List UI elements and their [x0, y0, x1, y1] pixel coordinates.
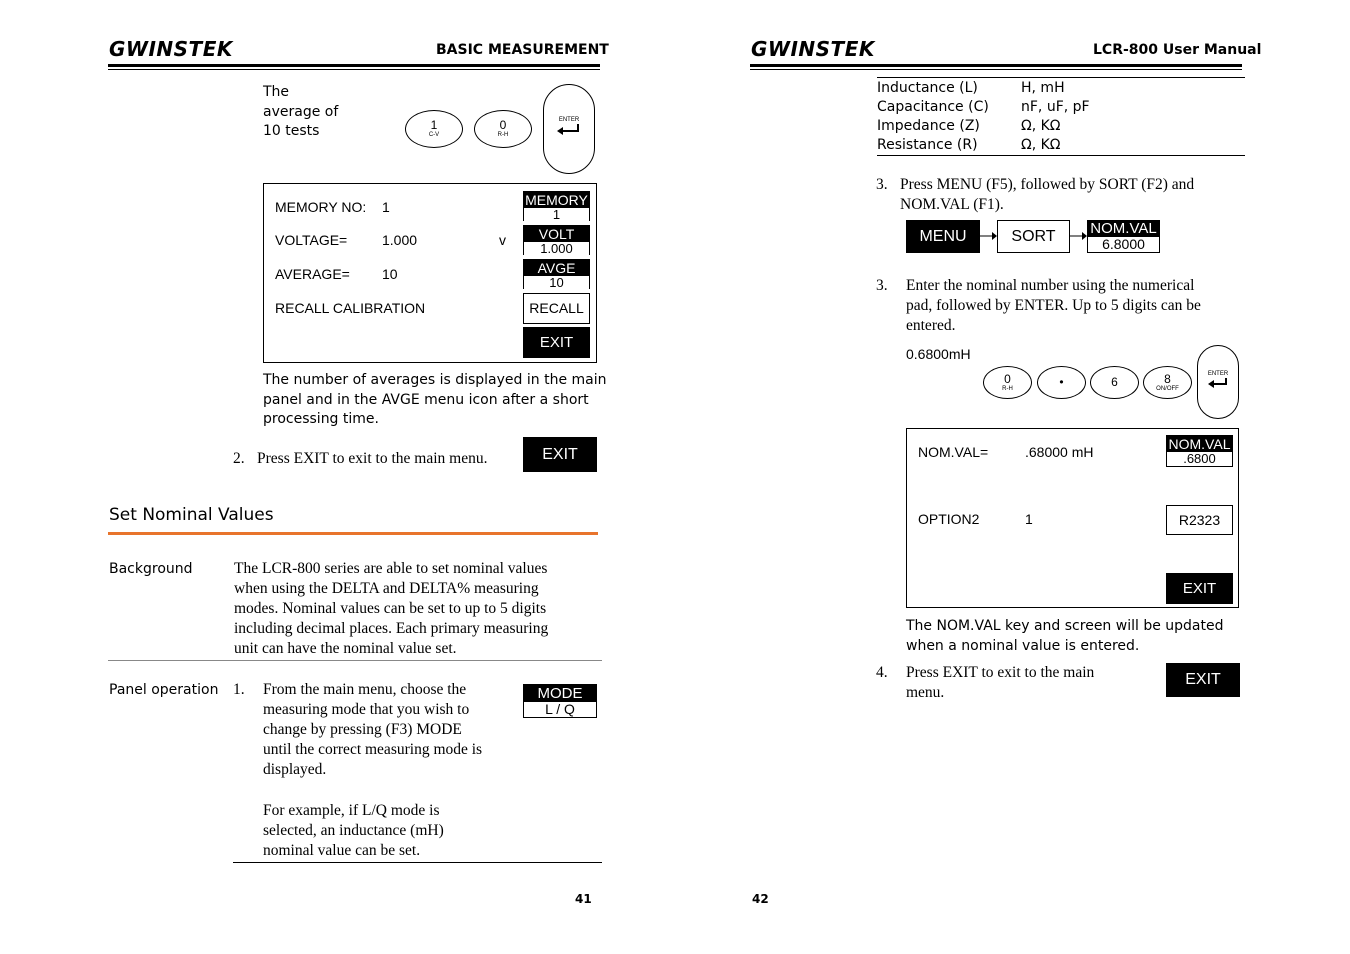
- step-3a-number: 3.: [876, 176, 888, 193]
- instrument-screen: [263, 183, 597, 363]
- average-note: The number of averages is displayed in the main panel and in the AVGE menu icon after a short processing time.: [263, 372, 607, 427]
- gwinstek-logo: GWINSTEK: [751, 37, 875, 61]
- arrow-right-icon: [980, 228, 998, 244]
- key-0-button[interactable]: 0 R-H: [474, 110, 532, 148]
- average-value: 10: [382, 266, 398, 282]
- voltage-unit: v: [499, 232, 506, 248]
- nom-val-softkey[interactable]: NOM.VAL .6800: [1166, 435, 1233, 467]
- exit-button[interactable]: EXIT: [1166, 663, 1240, 697]
- units-row: Resistance (R) Ω, KΩ: [877, 137, 1061, 153]
- enter-arrow-icon: [1207, 377, 1229, 390]
- average-caption: The average of 10 tests: [263, 84, 339, 139]
- units-row: Capacitance (C) nF, uF, pF: [877, 99, 1090, 115]
- step-1-text: From the main menu, choose the measuring mode that you wish to change by pressing (F3) MODE until the correct measuring mode is displayed.: [263, 681, 483, 778]
- page-number: 42: [752, 892, 769, 906]
- step-2-number: 2.: [233, 450, 245, 467]
- units-row: Inductance (L) H, mH: [877, 80, 1065, 96]
- nom-val-label: NOM.VAL=: [918, 444, 989, 460]
- gwinstek-logo: GWINSTEK: [109, 37, 233, 61]
- section-rule: [108, 532, 598, 535]
- recall-softkey[interactable]: RECALL: [523, 293, 590, 324]
- memory-no-label: MEMORY NO:: [275, 199, 367, 215]
- enter-key-button[interactable]: [543, 84, 595, 174]
- units-table-top-rule: [877, 77, 1245, 78]
- header-rule-thin: [750, 69, 1242, 70]
- units-table-bottom-rule: [877, 155, 1245, 156]
- panel-operation-label: Panel operation: [109, 682, 219, 698]
- sort-softkey[interactable]: SORT: [997, 220, 1070, 253]
- enter-key-button[interactable]: [1197, 345, 1239, 419]
- header-rule-thin: [108, 69, 600, 70]
- enter-label: ENTER: [558, 117, 580, 123]
- instrument-screen: [906, 428, 1239, 608]
- memory-no-value: 1: [382, 199, 390, 215]
- key-6-button[interactable]: 6: [1090, 366, 1139, 399]
- bottom-rule: [233, 862, 602, 863]
- nom-val-value: .68000 mH: [1025, 444, 1094, 460]
- volt-softkey[interactable]: VOLT 1.000: [523, 225, 590, 255]
- option2-label: OPTION2: [918, 511, 980, 527]
- arrow-right-icon: [1070, 228, 1088, 244]
- exit-button[interactable]: EXIT: [523, 437, 597, 472]
- voltage-label: VOLTAGE=: [275, 232, 348, 248]
- exit-softkey[interactable]: EXIT: [523, 327, 590, 358]
- header-rule: [108, 64, 600, 67]
- step-3b-number: 3.: [876, 277, 888, 294]
- step-4-number: 4.: [876, 664, 888, 681]
- background-label: Background: [109, 561, 193, 577]
- section-title: Set Nominal Values: [109, 505, 274, 525]
- r2323-softkey[interactable]: R2323: [1166, 505, 1233, 535]
- key-0-button[interactable]: 0 R-H: [983, 366, 1032, 399]
- key-8-button[interactable]: 8 ON/OFF: [1143, 366, 1192, 399]
- units-row: Impedance (Z) Ω, KΩ: [877, 118, 1061, 134]
- step-4-text: Press EXIT to exit to the main menu.: [906, 664, 1095, 701]
- exit-softkey[interactable]: EXIT: [1166, 573, 1233, 604]
- step-3a-text: Press MENU (F5), followed by SORT (F2) and NOM.VAL (F1).: [900, 176, 1195, 213]
- header-title: BASIC MEASUREMENT: [436, 42, 609, 58]
- page-number: 41: [575, 892, 592, 906]
- memory-softkey[interactable]: MEMORY 1: [523, 191, 590, 221]
- step-1-number: 1.: [233, 681, 245, 698]
- header-rule: [750, 64, 1242, 67]
- key-decimal-point-button[interactable]: •: [1037, 366, 1086, 399]
- step-2-text: Press EXIT to exit to the main menu.: [257, 450, 488, 467]
- units-table: [877, 79, 1245, 155]
- screen-note: The NOM.VAL key and screen will be updated when a nominal value is entered.: [906, 618, 1224, 654]
- key-1-button[interactable]: 1 C-V: [405, 110, 463, 148]
- example-value: 0.6800mH: [906, 346, 971, 362]
- avge-softkey[interactable]: AVGE 10: [523, 259, 590, 289]
- enter-arrow-icon: [556, 123, 582, 137]
- mode-softkey[interactable]: MODE L / Q: [523, 684, 597, 718]
- step-3b-text: Enter the nominal number using the numerical pad, followed by ENTER. Up to 5 digits can be entered.: [906, 277, 1201, 334]
- option2-value: 1: [1025, 511, 1033, 527]
- nom-val-softkey[interactable]: NOM.VAL 6.8000: [1087, 220, 1160, 253]
- background-text: The LCR-800 series are able to set nominal values when using the DELTA and DELTA% measuring modes. Nominal values can be set to up to 5 digits including decimal places. Each primary measuring unit can have the nominal value set.: [234, 560, 549, 657]
- enter-label: ENTER: [1207, 371, 1229, 377]
- table-divider: [108, 660, 602, 661]
- header-title: LCR-800 User Manual: [1093, 42, 1262, 58]
- example-text: For example, if L/Q mode is selected, an inductance (mH) nominal value can be set.: [263, 802, 444, 859]
- menu-softkey[interactable]: MENU: [906, 220, 980, 253]
- average-label: AVERAGE=: [275, 266, 350, 282]
- voltage-value: 1.000: [382, 232, 418, 248]
- recall-calibration-label: RECALL CALIBRATION: [275, 300, 426, 316]
